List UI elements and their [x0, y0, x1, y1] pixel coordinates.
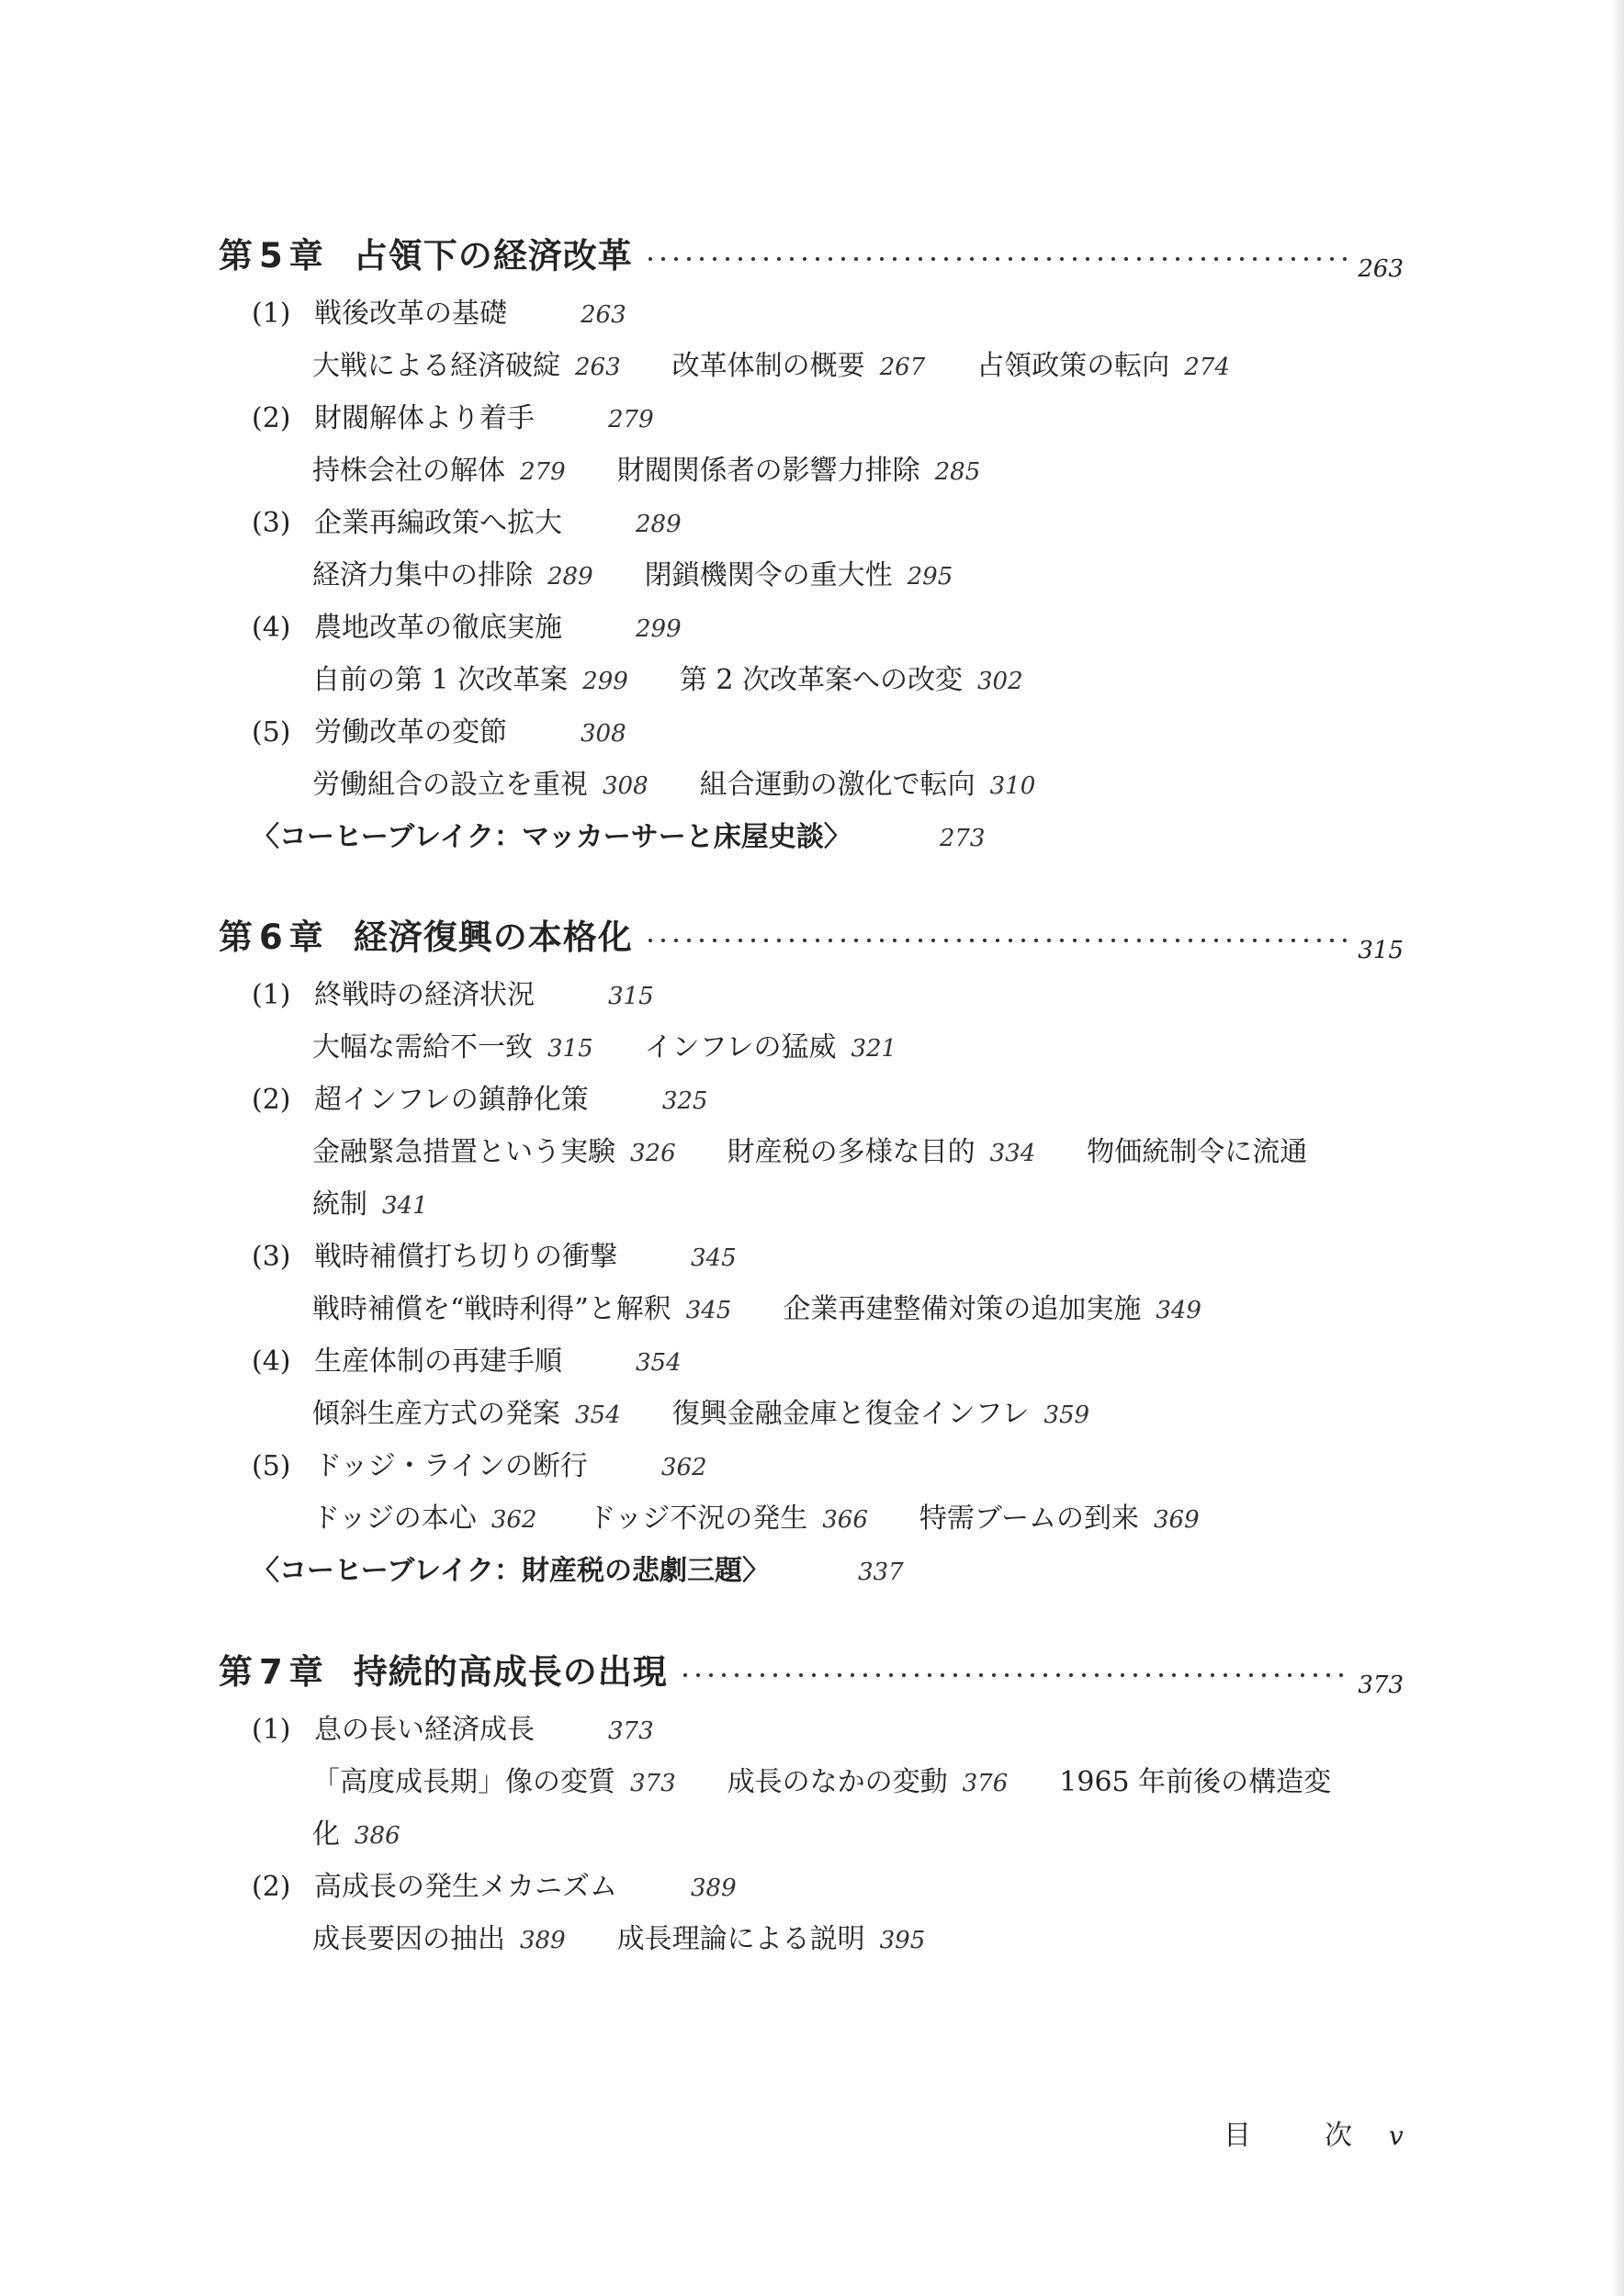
subsection-continuation[interactable]: 統制 341	[312, 1188, 428, 1221]
list-item[interactable]: 占領政策の転向 274	[976, 350, 1230, 382]
subsection-list	[312, 1759, 1382, 1799]
list-item[interactable]: 「高度成長期」像の変質 373	[312, 1766, 676, 1798]
subsection-list	[312, 1916, 976, 1956]
list-item[interactable]: 金融緊急措置という実験 326	[312, 1136, 676, 1168]
section-6-1[interactable]: (1) 終戦時の経済状況 315	[252, 979, 654, 1011]
subsection-list	[312, 1390, 1141, 1431]
subsection-list	[312, 761, 1087, 802]
chapter-7-heading[interactable]	[219, 1644, 1404, 1699]
chapter-label: 第 6 章 経済復興の本格化	[219, 917, 633, 957]
subsection-list	[312, 447, 1032, 488]
chapter-5-heading[interactable]	[219, 228, 1404, 283]
section-6-3[interactable]: (3) 戦時補償打ち切りの衝撃 345	[252, 1241, 737, 1273]
subsection-list	[312, 552, 1004, 592]
section-6-2[interactable]: (2) 超インフレの鎮静化策 325	[252, 1084, 708, 1116]
list-item[interactable]: 特需ブームの到来 369	[919, 1503, 1200, 1535]
footer-label: 次	[1325, 2120, 1352, 2152]
dot-leader	[644, 256, 1351, 262]
list-item[interactable]: 成長のなかの変動 376	[727, 1766, 1009, 1798]
subsection-list	[312, 657, 1075, 697]
subsection-list	[312, 1024, 948, 1064]
chapter-title: 持続的高成長の出現	[353, 1652, 668, 1692]
subsection-continuation[interactable]: 化 386	[312, 1818, 400, 1851]
list-item[interactable]: 成長要因の抽出 389	[312, 1923, 566, 1955]
list-item[interactable]: 組合運動の激化で転向 310	[699, 769, 1036, 801]
section-5-2[interactable]: (2) 財閥解体より着手 279	[252, 402, 654, 434]
subsection-list	[312, 1286, 1253, 1326]
coffee-break-entry[interactable]: 〈コーヒーブレイク：マッカーサーと床屋史談〉 273	[252, 821, 986, 853]
section-5-1[interactable]: (1) 戦後改革の基礎 263	[252, 298, 626, 330]
list-item[interactable]: インフレの猛威 321	[644, 1031, 897, 1064]
page-number: v	[1389, 2121, 1404, 2151]
chapter-6-heading[interactable]	[219, 909, 1404, 964]
list-item[interactable]: 持株会社の解体 279	[312, 455, 566, 487]
list-item[interactable]: 改革体制の概要 267	[671, 350, 926, 382]
list-item[interactable]: 戦時補償を“戦時利得”と解釈 345	[312, 1293, 732, 1325]
footer-label: 目	[1224, 2120, 1251, 2152]
section-5-5[interactable]: (5) 労働改革の変節 308	[252, 716, 626, 748]
list-item[interactable]: 第 2 次改革案への改変 302	[679, 664, 1023, 696]
section-6-5[interactable]: (5) ドッジ・ラインの断行 362	[252, 1450, 707, 1482]
list-item[interactable]: 大幅な需給不一致 315	[312, 1031, 593, 1064]
section-7-2[interactable]: (2) 高成長の発生メカニズム 389	[252, 1871, 737, 1903]
list-item[interactable]: 企業再建整備対策の追加実施 349	[783, 1293, 1201, 1325]
list-item[interactable]: 財産税の多様な目的 334	[727, 1136, 1036, 1168]
list-item[interactable]: ドッジ不況の発生 366	[588, 1503, 868, 1535]
coffee-break-entry[interactable]: 〈コーヒーブレイク：財産税の悲劇三題〉 337	[252, 1555, 904, 1587]
chapter-label: 第 5 章 占領下の経済改革	[219, 236, 633, 276]
dot-leader	[679, 1672, 1351, 1678]
chapter-page-number: 263	[1358, 255, 1404, 283]
chapter-page-number: 373	[1358, 1671, 1404, 1699]
list-item[interactable]: 物価統制令に流通	[1087, 1136, 1308, 1168]
chapter-page-number: 315	[1358, 937, 1404, 964]
page-edge-shadow	[1611, 0, 1624, 2296]
subsection-list	[312, 1495, 1251, 1536]
chapter-title: 経済復興の本格化	[353, 917, 633, 957]
list-item[interactable]: 閉鎖機関令の重大性 295	[644, 559, 953, 591]
list-item[interactable]: 大戦による経済破綻 263	[312, 350, 621, 382]
chapter-title: 占領下の経済改革	[353, 236, 633, 276]
chapter-label: 第 7 章 持続的高成長の出現	[219, 1652, 668, 1692]
dot-leader	[644, 938, 1351, 943]
list-item[interactable]: 復興金融金庫と復金インフレ 359	[671, 1398, 1090, 1430]
section-5-4[interactable]: (4) 農地改革の徹底実施 299	[252, 612, 682, 644]
list-item[interactable]: 経済力集中の排除 289	[312, 559, 593, 591]
subsection-list	[312, 1129, 1359, 1169]
list-item[interactable]: 自前の第 1 次改革案 299	[312, 664, 628, 696]
list-item[interactable]: 労働組合の設立を重視 308	[312, 769, 648, 801]
list-item[interactable]: 成長理論による説明 395	[616, 1923, 926, 1955]
section-5-3[interactable]: (3) 企業再編政策へ拡大 289	[252, 507, 682, 539]
list-item[interactable]: 1965 年前後の構造変	[1059, 1766, 1332, 1798]
section-7-1[interactable]: (1) 息の長い経済成長 373	[252, 1714, 654, 1746]
list-item[interactable]: 傾斜生産方式の発案 354	[312, 1398, 621, 1430]
list-item[interactable]: 財閥関係者の影響力排除 285	[616, 455, 981, 487]
running-footer	[1224, 2112, 1404, 2153]
section-6-4[interactable]: (4) 生産体制の再建手順 354	[252, 1345, 682, 1378]
subsection-list	[312, 343, 1281, 383]
list-item[interactable]: ドッジの本心 362	[312, 1503, 537, 1535]
